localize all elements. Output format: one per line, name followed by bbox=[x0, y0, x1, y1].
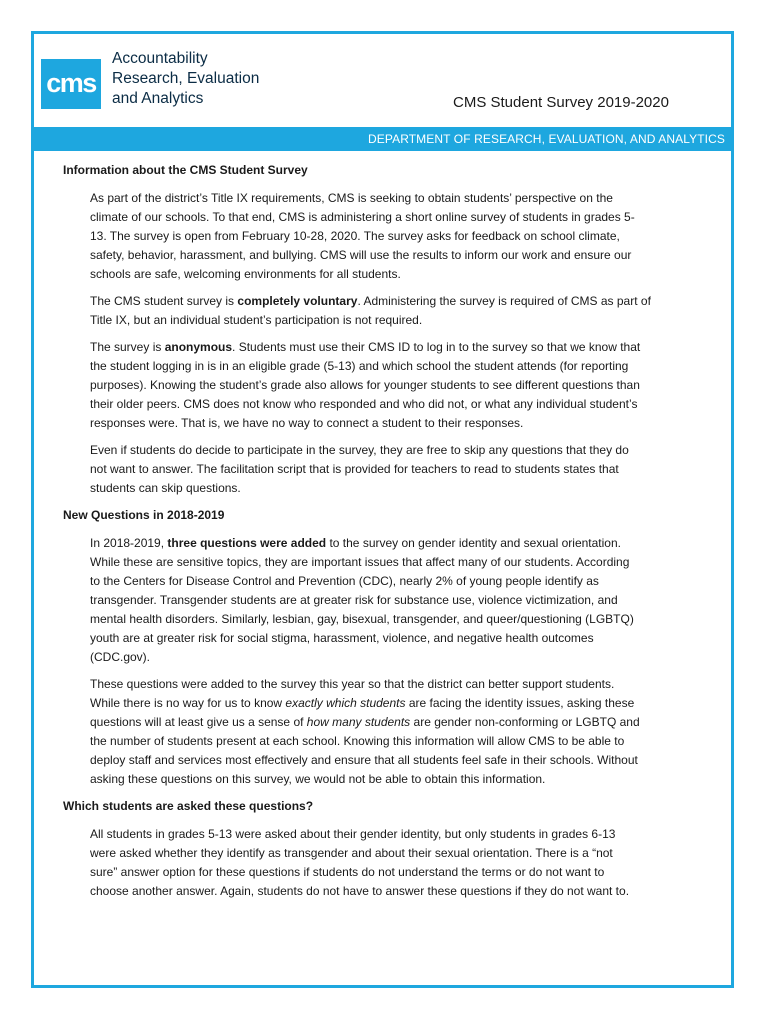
text-line: their older peers. CMS does not know who responded and who did not, or what any individual student’s bbox=[90, 397, 638, 411]
text-run: . Students must use their CMS ID to log in to the survey so that we know that bbox=[232, 340, 641, 354]
survey-title: CMS Student Survey 2019-2020 bbox=[453, 94, 669, 111]
text-line: to the Centers for Disease Control and Prevention (CDC), nearly 2% of young people identify as bbox=[90, 574, 599, 588]
italic-text: how many students bbox=[306, 715, 411, 729]
text-run: In 2018-2019, bbox=[90, 536, 168, 550]
bold-text: anonymous bbox=[164, 340, 233, 354]
text-run: . Administering the survey is required of CMS as part of bbox=[357, 294, 651, 308]
paragraph-questions-added bbox=[90, 534, 715, 667]
text-line: transgender. Transgender students are at greater risk for substance use, violence victimization, and bbox=[90, 593, 618, 607]
text-line bbox=[90, 338, 715, 357]
text-line: (CDC.gov). bbox=[90, 650, 151, 664]
text-line: choose another answer. Again, students do not have to answer these questions if they do not want to. bbox=[90, 884, 630, 898]
section-heading-info: Information about the CMS Student Survey bbox=[63, 163, 308, 177]
text-run: are gender non-conforming or LGBTQ and bbox=[410, 715, 640, 729]
text-line: responses were. That is, we have no way to connect a student to their responses. bbox=[90, 416, 524, 430]
text-line: were asked whether they identify as transgender and about their sexual orientation. There is a “not bbox=[90, 846, 613, 860]
paragraph-skip-questions bbox=[90, 441, 715, 498]
paragraph-anonymous bbox=[90, 338, 715, 433]
text-line: purposes). Knowing the student’s grade also allows for younger students to see different questions than bbox=[90, 378, 640, 392]
text-line: 13. The survey is open from February 10-28, 2020. The survey asks for feedback on school climate, bbox=[90, 229, 620, 243]
text-line bbox=[90, 292, 715, 311]
department-name bbox=[112, 49, 259, 109]
section-heading-new-questions: New Questions in 2018-2019 bbox=[63, 508, 225, 522]
paragraph-title-ix bbox=[90, 189, 715, 284]
dept-name-line-1: Accountability bbox=[112, 50, 208, 67]
cms-logo bbox=[41, 59, 101, 109]
text-line: Title IX, but an individual student’s participation is not required. bbox=[90, 313, 423, 327]
text-line: All students in grades 5-13 were asked about their gender identity, but only students in grades 6-13 bbox=[90, 827, 616, 841]
document-body bbox=[63, 161, 715, 909]
text-line: deploy staff and services most effectively and ensure that all students feel safe in their schools. Without bbox=[90, 753, 638, 767]
paragraph-support-students bbox=[90, 675, 715, 789]
text-run: While there is no way for us to know bbox=[90, 696, 286, 710]
text-line bbox=[90, 694, 715, 713]
bold-text: completely voluntary bbox=[237, 294, 358, 308]
text-line: youth are at greater risk for social stigma, harassment, violence, and negative health outcomes bbox=[90, 631, 594, 645]
text-line: the student logging in is in an eligible grade (5-13) and which school the student attends (for reporting bbox=[90, 359, 629, 373]
text-line: These questions were added to the survey this year so that the district can better support students. bbox=[90, 677, 615, 691]
text-line: safety, behavior, harassment, and bullying. CMS will use the results to inform our work and ensure our bbox=[90, 248, 632, 262]
italic-text: exactly which students bbox=[285, 696, 406, 710]
text-line: asking these questions on this survey, we would not be able to obtain this information. bbox=[90, 772, 546, 786]
dept-name-line-2: Research, Evaluation bbox=[112, 70, 260, 87]
section-heading-which-students: Which students are asked these questions? bbox=[63, 799, 314, 813]
paragraph-grades-asked bbox=[90, 825, 715, 901]
text-run: are facing the identity issues, asking these bbox=[405, 696, 635, 710]
paragraph-voluntary bbox=[90, 292, 715, 330]
department-banner: DEPARTMENT OF RESEARCH, EVALUATION, AND ANALYTICS bbox=[33, 127, 732, 151]
text-line: As part of the district’s Title IX requirements, CMS is seeking to obtain students’ perspective on the bbox=[90, 191, 613, 205]
text-line: the number of students present at each school. Knowing this information will allow CMS to be able to bbox=[90, 734, 625, 748]
text-run: questions will at least give us a sense of bbox=[90, 715, 307, 729]
text-line: climate of our schools. To that end, CMS is administering a short online survey of students in grades 5- bbox=[90, 210, 635, 224]
text-run: The survey is bbox=[90, 340, 165, 354]
dept-name-line-3: and Analytics bbox=[112, 90, 204, 107]
text-line: schools are safe, welcoming environments for all students. bbox=[90, 267, 401, 281]
text-line: sure” answer option for these questions if students do not understand the terms or do not want to bbox=[90, 865, 605, 879]
text-line: While these are sensitive topics, they are important issues that affect many of our students. According bbox=[90, 555, 630, 569]
bold-text: three questions were added bbox=[167, 536, 327, 550]
text-run: to the survey on gender identity and sexual orientation. bbox=[326, 536, 621, 550]
text-line: students can skip questions. bbox=[90, 481, 241, 495]
text-run: The CMS student survey is bbox=[90, 294, 238, 308]
text-line bbox=[90, 713, 715, 732]
logo-text: cms bbox=[46, 67, 96, 98]
text-line: Even if students do decide to participate in the survey, they are free to skip any questions that they do bbox=[90, 443, 629, 457]
text-line: not want to answer. The facilitation script that is provided for teachers to read to students states that bbox=[90, 462, 619, 476]
text-line: mental health disorders. Similarly, lesbian, gay, bisexual, transgender, and queer/questioning (LGBTQ) bbox=[90, 612, 634, 626]
text-line bbox=[90, 534, 715, 553]
